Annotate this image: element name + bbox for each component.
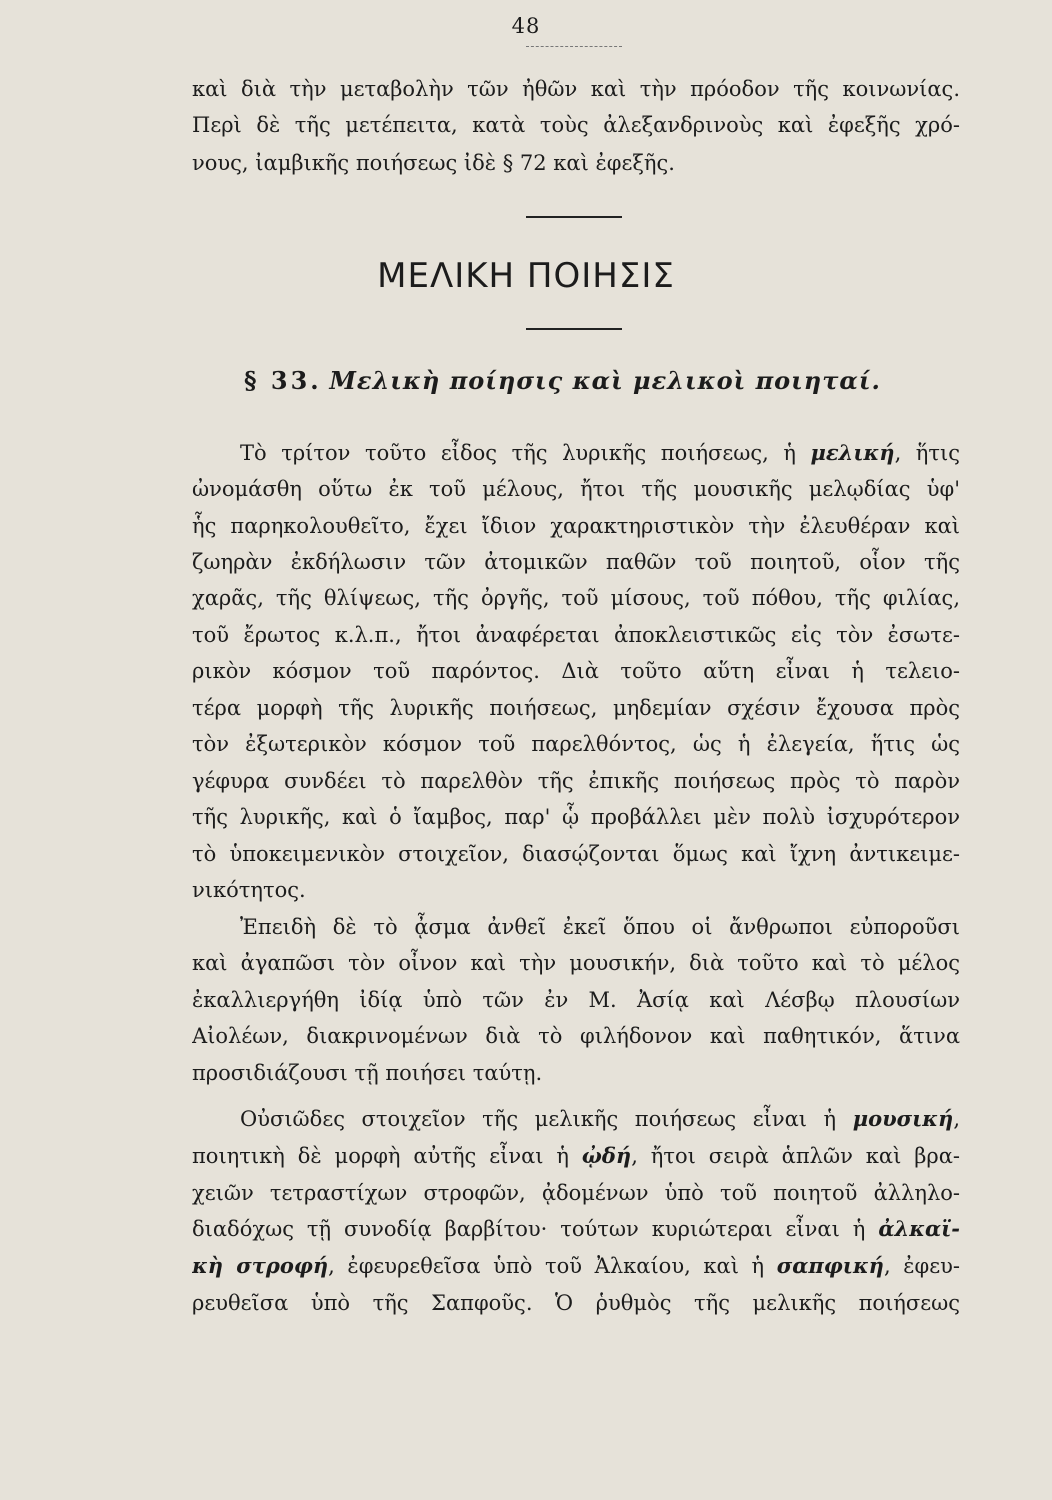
text-line: ρικὸν κόσμον τοῦ παρόντος. Διὰ τοῦτο αὕτη εἶναι ἡ τελειο- — [192, 659, 960, 683]
key-term: μελική — [810, 440, 895, 465]
text-line: ὠνομάσθη οὕτω ἐκ τοῦ μέλους, ἤτοι τῆς μουσικῆς μελῳδίας ὑφ' — [192, 477, 960, 501]
text-line: νους, ἰαμβικῆς ποιήσεως ἰδὲ § 72 καὶ ἐφεξῆς. — [192, 151, 675, 175]
header-rule — [526, 46, 622, 47]
section-title: ΜΕΛΙΚΗ ΠΟΙΗΣΙΣ — [377, 256, 675, 296]
key-term: μουσική — [852, 1106, 954, 1131]
text-line: τὸν ἐξωτερικὸν κόσμον τοῦ παρελθόντος, ὡς ἡ ἐλεγεία, ἥτις ὡς — [192, 732, 960, 756]
text-line: Περὶ δὲ τῆς μετέπειτα, κατὰ τοὺς ἀλεξανδρινοὺς καὶ ἐφεξῆς χρό- — [192, 113, 960, 137]
title-rule-bottom — [526, 328, 622, 330]
text-line: ζωηρὰν ἐκδήλωσιν τῶν ἀτομικῶν παθῶν τοῦ ποιητοῦ, οἷον τῆς — [192, 550, 960, 574]
key-term: κὴ στροφή — [192, 1253, 329, 1278]
text-line: χειῶν τετραστίχων στροφῶν, ᾀδομένων ὑπὸ τοῦ ποιητοῦ ἀλληλο- — [192, 1181, 960, 1205]
text-line: τῆς λυρικῆς, καὶ ὁ ἴαμβος, παρ' ᾧ προβάλλει μὲν πολὺ ἰσχυρότερον — [192, 805, 960, 829]
text-line: χαρᾶς, τῆς θλίψεως, τῆς ὀργῆς, τοῦ μίσους, τοῦ πόθου, τῆς φιλίας, — [192, 586, 960, 610]
text-line: καὶ ἀγαπῶσι τὸν οἶνον καὶ τὴν μουσικήν, διὰ τοῦτο καὶ τὸ μέλος — [192, 951, 960, 975]
text-line: Τὸ τρίτον τοῦτο εἶδος τῆς λυρικῆς ποιήσεως, ἡ μελική, ἥτις — [240, 440, 960, 465]
subsection-title: Μελικὴ ποίησις καὶ μελικοὶ ποιηταί. — [329, 366, 881, 395]
text-line: ἧς παρηκολουθεῖτο, ἔχει ἴδιον χαρακτηριστικὸν τὴν ἐλευθέραν καὶ — [192, 514, 960, 538]
text-line: Οὐσιῶδες στοιχεῖον τῆς μελικῆς ποιήσεως εἶναι ἡ μουσική, — [240, 1106, 960, 1131]
text-line: γέφυρα συνδέει τὸ παρελθὸν τῆς ἐπικῆς ποιήσεως πρὸς τὸ παρὸν — [192, 769, 960, 793]
text-line: τέρα μορφὴ τῆς λυρικῆς ποιήσεως, μηδεμίαν σχέσιν ἔχουσα πρὸς — [192, 696, 960, 720]
key-term: σαπφική — [776, 1253, 884, 1278]
text-line: κὴ στροφή, ἐφευρεθεῖσα ὑπὸ τοῦ Ἀλκαίου, καὶ ἡ σαπφική, ἐφευ- — [192, 1253, 960, 1278]
title-rule-top — [526, 216, 622, 218]
text-line: καὶ διὰ τὴν μεταβολὴν τῶν ἠθῶν καὶ τὴν πρόοδον τῆς κοινωνίας. — [192, 77, 960, 101]
text-line: ρευθεῖσα ὑπὸ τῆς Σαπφοῦς. Ὁ ῥυθμὸς τῆς μελικῆς ποιήσεως — [192, 1291, 960, 1315]
text-line: Αἰολέων, διακρινομένων διὰ τὸ φιλήδονον καὶ παθητικόν, ἅτινα — [192, 1024, 960, 1048]
key-term: ἀλκαϊ- — [878, 1216, 960, 1241]
subsection-heading — [244, 366, 881, 395]
text-line: διαδόχως τῇ συνοδίᾳ βαρβίτου· τούτων κυριώτεραι εἶναι ἡ ἀλκαϊ- — [192, 1216, 960, 1241]
page-number: 48 — [511, 14, 541, 38]
text-line: προσιδιάζουσι τῇ ποιήσει ταύτῃ. — [192, 1061, 543, 1085]
subsection-number: § 33. — [244, 366, 322, 395]
text-line: ἐκαλλιεργήθη ἰδίᾳ ὑπὸ τῶν ἐν Μ. Ἀσίᾳ καὶ Λέσβῳ πλουσίων — [192, 988, 960, 1012]
text-line: Ἐπειδὴ δὲ τὸ ᾆσμα ἀνθεῖ ἐκεῖ ὅπου οἱ ἄνθρωποι εὐποροῦσι — [240, 915, 960, 939]
key-term: ᾠδή — [581, 1143, 632, 1168]
text-line: ποιητικὴ δὲ μορφὴ αὐτῆς εἶναι ἡ ᾠδή, ἤτοι σειρὰ ἁπλῶν καὶ βρα- — [192, 1143, 960, 1168]
text-line: νικότητος. — [192, 878, 306, 902]
text-line: τοῦ ἔρωτος κ.λ.π., ἤτοι ἀναφέρεται ἀποκλειστικῶς εἰς τὸν ἐσωτε- — [192, 623, 960, 647]
text-line: τὸ ὑποκειμενικὸν στοιχεῖον, διασῴζονται ὅμως καὶ ἴχνη ἀντικειμε- — [192, 842, 960, 866]
